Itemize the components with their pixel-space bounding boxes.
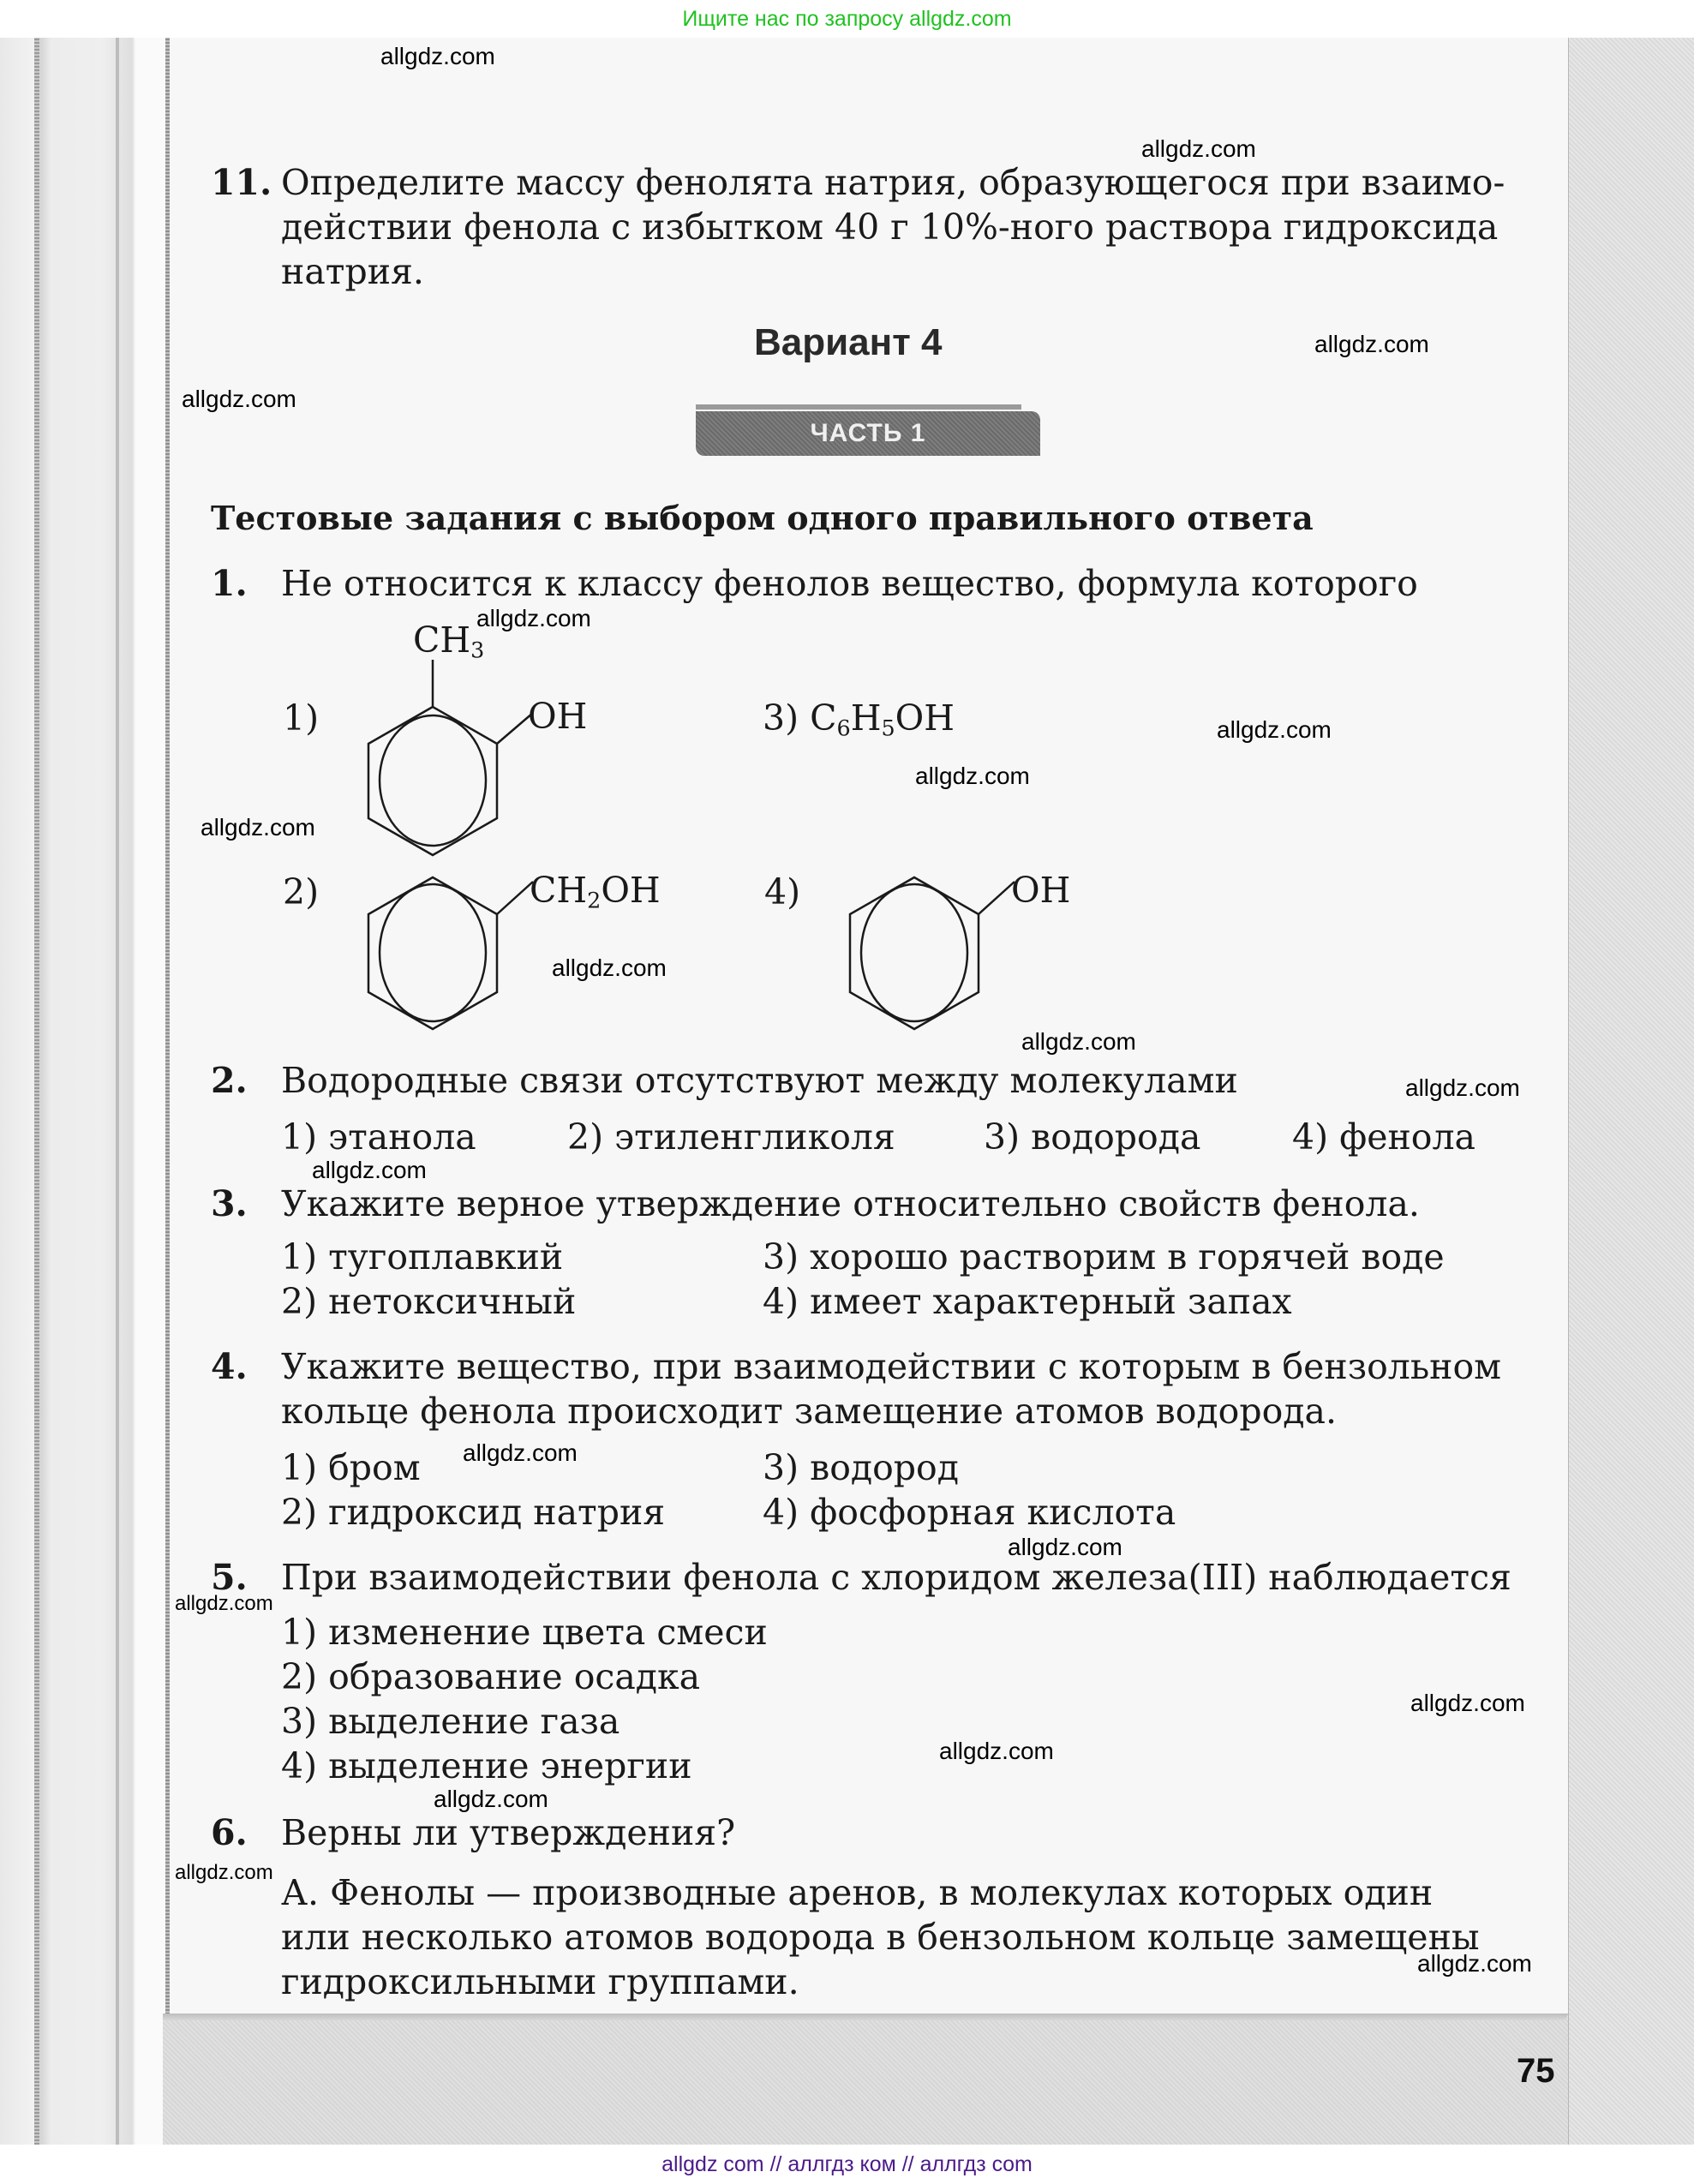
q1-option-4-oh: OH (1011, 870, 1071, 911)
q1-option-2-label: 2) (283, 871, 320, 912)
watermark: allgdz.com (380, 43, 495, 69)
page-number: 75 (1517, 2052, 1555, 2090)
task-11-line-1: 11. Определите массу фенолята натрия, образующегося при взаимо- (211, 162, 1505, 203)
q2-option-1: 1) этанола (281, 1116, 476, 1158)
watermark: allgdz.com (1405, 1074, 1520, 1101)
q5-option-2: 2) образование осадка (281, 1656, 701, 1697)
q6-statement-a-line-1: А. Фенолы — производные аренов, в молекулах которых один (281, 1872, 1434, 1913)
task-11-number: 11. (211, 162, 272, 203)
watermark: allgdz.com (201, 814, 315, 841)
watermark: allgdz.com (1008, 1534, 1122, 1560)
q2-option-2: 2) этиленгликоля (567, 1116, 895, 1158)
watermark: allgdz.com (476, 605, 591, 631)
q4-option-1: 1) бром (281, 1447, 421, 1488)
q3-option-1: 1) тугоплавкий (281, 1236, 564, 1277)
q5-option-3: 3) выделение газа (281, 1701, 620, 1742)
top-banner[interactable]: Ищите нас по запросу allgdz.com (682, 7, 1012, 31)
watermark: allgdz.com (1417, 1950, 1532, 1977)
watermark: allgdz.com (463, 1439, 578, 1466)
q4-option-2: 2) гидроксид натрия (281, 1492, 666, 1533)
variant-title: Вариант 4 (754, 321, 943, 363)
q1-option-4-label: 4) (764, 871, 801, 912)
watermark: allgdz.com (182, 386, 296, 412)
q2-option-3: 3) водорода (984, 1116, 1201, 1158)
q3-option-4: 4) имеет характерный запах (763, 1281, 1292, 1322)
question-3: 3. Укажите верное утверждение относительно свойств фенола. (211, 1183, 1420, 1224)
task-11-line-3: натрия. (281, 251, 424, 292)
badge-top-stripe (696, 404, 1021, 410)
q4-option-4: 4) фосфорная кислота (763, 1492, 1176, 1533)
q6-statement-a-line-2: или несколько атомов водорода в бензольном кольце замещены (281, 1917, 1480, 1958)
question-2: 2. Водородные связи отсутствуют между молекулами (211, 1060, 1238, 1101)
book-spine-edge (34, 38, 39, 2145)
watermark: allgdz.com (939, 1738, 1054, 1764)
part-badge: ЧАСТЬ 1 (696, 411, 1040, 456)
question-6: 6. Верны ли утверждения? (211, 1812, 736, 1853)
question-1: 1. Не относится к классу фенолов вещество, формула которого (211, 563, 1418, 604)
q1-option-3: 3) $C_6H_5OH$ (763, 697, 955, 741)
q5-option-1: 1) изменение цвета смеси (281, 1612, 768, 1653)
q1-option-1-label: 1) (283, 697, 320, 739)
bottom-banner[interactable]: allgdz com // аллгдз ком // аллгдз com (0, 2145, 1694, 2184)
q1-option-1-ch3: $CH_3$ (413, 619, 485, 663)
question-4-line-1: 4. Укажите вещество, при взаимодействии с которым в бензольном (211, 1346, 1502, 1387)
watermark: allgdz.com (1410, 1690, 1525, 1716)
q3-option-2: 2) нетоксичный (281, 1281, 577, 1322)
benzene-ring-icon-benzyl (343, 877, 531, 1083)
watermark: allgdz.com (1021, 1028, 1136, 1055)
q5-option-4: 4) выделение энергии (281, 1745, 692, 1786)
section-heading: Тестовые задания с выбором одного правильного ответа (211, 499, 1314, 537)
watermark: allgdz.com (1141, 135, 1256, 162)
benzene-ring-icon-cresol (343, 660, 531, 891)
question-5: 5. При взаимодействии фенола с хлоридом железа(III) наблюдается (211, 1557, 1511, 1598)
watermark: allgdz.com (552, 954, 667, 981)
q4-option-3: 3) водород (763, 1447, 959, 1488)
book-spine-fold (116, 38, 119, 2145)
watermark: allgdz.com (175, 1592, 273, 1615)
watermark: allgdz.com (175, 1861, 273, 1884)
question-4-line-2: кольце фенола происходит замещение атомов водорода. (281, 1391, 1338, 1432)
benzene-ring-icon-phenol (824, 877, 1013, 1083)
q1-option-2-ch2oh: $CH_2OH$ (530, 870, 661, 913)
right-margin (1568, 38, 1694, 2145)
q6-statement-a-line-3: гидроксильными группами. (281, 1961, 799, 2002)
watermark: allgdz.com (1217, 716, 1332, 743)
watermark: allgdz.com (434, 1786, 548, 1812)
watermark: allgdz.com (312, 1157, 427, 1183)
q1-option-1-oh: OH (528, 696, 588, 737)
watermark: allgdz.com (915, 763, 1030, 789)
page-bottom-margin (163, 2017, 1568, 2145)
page-bottom-shadow (163, 2013, 1568, 2020)
q2-option-4: 4) фенола (1292, 1116, 1476, 1158)
task-11-line-2: действии фенола с избытком 40 г 10%-ного раствора гидроксида (281, 206, 1499, 248)
q3-option-3: 3) хорошо растворим в горячей воде (763, 1236, 1445, 1277)
watermark: allgdz.com (1314, 331, 1429, 357)
